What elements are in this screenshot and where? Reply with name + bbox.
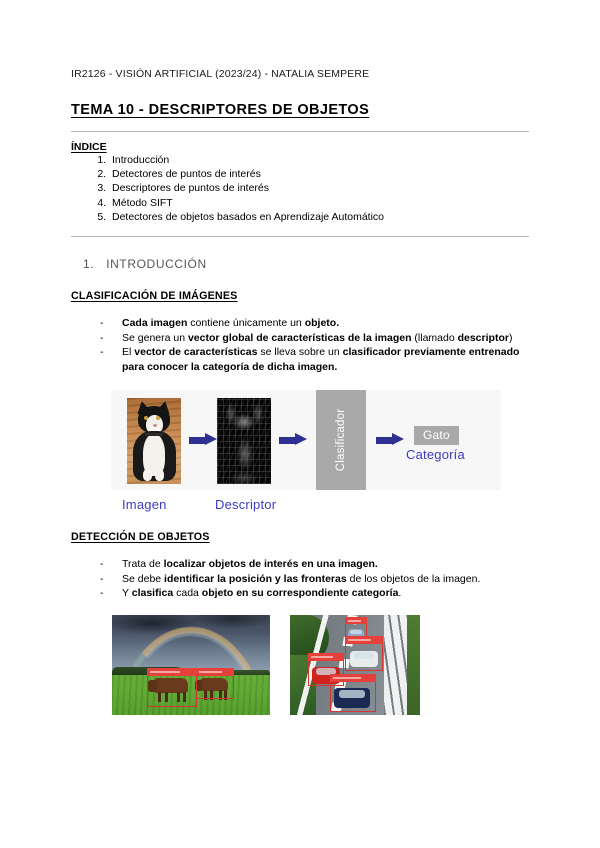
section-number: 1. <box>83 257 95 271</box>
cat-right-eye <box>156 416 160 420</box>
index-item: 5. Detectores de objetos basados en Aprendizaje Automático <box>109 210 384 224</box>
bullet-text: Cada imagen contiene únicamente un objeto. <box>122 317 340 329</box>
classification-pipeline-figure <box>111 390 501 490</box>
bullet-marker: - <box>100 587 104 600</box>
classification-bullet-list <box>100 316 530 374</box>
figure-label-descriptor: Descriptor <box>215 497 277 512</box>
cat-right-paw <box>155 469 164 481</box>
detection-label <box>196 668 234 676</box>
list-item <box>100 345 530 374</box>
classification-heading: CLASIFICACIÓN DE IMÁGENES <box>71 290 238 302</box>
index-heading: ÍNDICE <box>71 141 107 153</box>
section-title: INTRODUCCIÓN <box>106 257 207 271</box>
descriptor-cell-grid <box>217 398 271 484</box>
descriptor-visualization <box>217 398 271 484</box>
list-item <box>100 572 530 587</box>
index-item: 4. Método SIFT <box>109 196 384 210</box>
divider-top <box>71 131 529 132</box>
detection-label <box>345 636 383 644</box>
output-caption: Categoría <box>406 447 465 462</box>
figure-label-imagen: Imagen <box>122 497 167 512</box>
divider-below-index <box>71 236 529 237</box>
detection-label <box>345 617 367 624</box>
list-item <box>100 557 530 572</box>
bullet-text: Trata de localizar objetos de interés en una imagen. <box>122 558 378 570</box>
list-item <box>100 316 530 331</box>
bullet-marker: - <box>100 331 104 344</box>
bullet-marker: - <box>100 346 104 359</box>
document-title: TEMA 10 - DESCRIPTORES DE OBJETOS <box>71 102 370 118</box>
list-item <box>100 586 530 601</box>
detection-label <box>330 674 376 682</box>
index-item: 1. Introducción <box>109 153 384 167</box>
list-item <box>100 331 530 346</box>
bullet-marker: - <box>100 572 104 585</box>
classifier-block <box>316 390 366 490</box>
detection-box <box>196 675 234 699</box>
arrow-icon <box>279 433 307 446</box>
cat-left-paw <box>143 469 152 481</box>
bullet-marker: - <box>100 317 104 329</box>
classifier-label: Clasificador <box>335 408 347 472</box>
index-item: 2. Detectores de puntos de interés <box>109 167 384 181</box>
arrow-icon <box>189 433 217 446</box>
detection-photo-highway <box>290 615 420 715</box>
output-class-badge: Gato <box>414 426 459 445</box>
detection-photo-horses <box>112 615 270 715</box>
cat-left-eye <box>144 416 148 420</box>
bullet-text: Y clasifica cada objeto en su correspondiente categoría. <box>122 587 402 600</box>
detection-box <box>147 675 197 707</box>
detection-box <box>345 643 383 671</box>
index-item: 3. Descriptores de puntos de interés <box>109 181 384 195</box>
cat-nose <box>153 424 157 427</box>
section-heading <box>83 257 207 271</box>
bullet-text: El vector de características se lleva sobre un clasificador previamente entrenado para conocer la categoría de dicha imagen. <box>122 346 520 373</box>
detection-label <box>308 653 344 661</box>
arrow-icon <box>376 433 404 446</box>
cat-photo <box>127 398 181 484</box>
bullet-text: Se genera un vector global de características de la imagen (llamado descriptor) <box>122 331 513 344</box>
cat-collar <box>145 433 163 436</box>
bullet-text: Se debe identificar la posición y las fronteras de los objetos de la imagen. <box>122 572 481 585</box>
detection-box <box>330 681 376 712</box>
detection-heading: DETECCIÓN DE OBJETOS <box>71 531 210 543</box>
bullet-marker: - <box>100 558 104 570</box>
detection-bullet-list <box>100 557 530 601</box>
detection-label <box>147 668 197 676</box>
index-list <box>82 153 384 224</box>
verge-grass <box>407 615 420 715</box>
course-header-line: IR2126 - VISIÓN ARTIFICIAL (2023/24) - NATALIA SEMPERE <box>71 68 370 80</box>
